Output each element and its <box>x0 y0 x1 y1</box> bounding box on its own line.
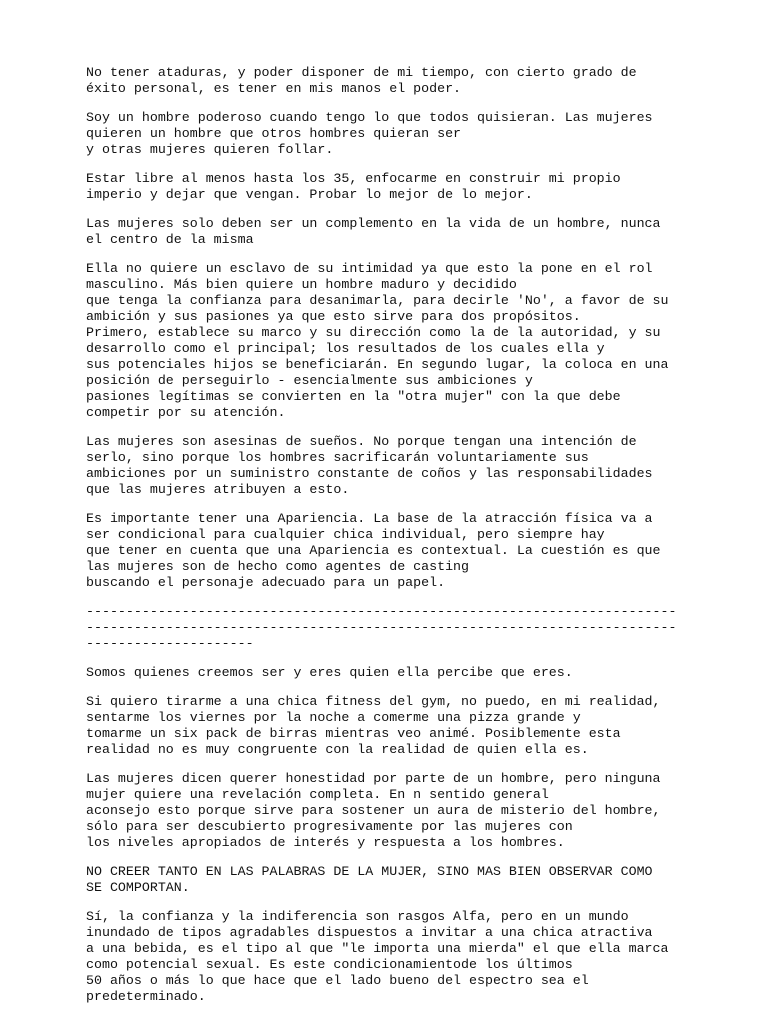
paragraph <box>86 216 676 248</box>
text-line: inundado de tipos agradables dispuestos a invitar a una chica atractiva <box>86 925 653 940</box>
text-line: las mujeres son de hecho como agentes de casting <box>86 559 470 574</box>
paragraph <box>86 694 676 758</box>
text-line: ser condicional para cualquier chica individual, pero siempre hay <box>86 527 605 542</box>
text-line: ambiciones por un suministro constante de coños y las responsabilidades <box>86 466 653 481</box>
text-line: realidad no es muy congruente con la realidad de quien ella es. <box>86 742 589 757</box>
text-line: NO CREER TANTO EN LAS PALABRAS DE LA MUJER, SINO MAS BIEN OBSERVAR COMO <box>86 864 653 879</box>
text-line: No tener ataduras, y poder disponer de mi tiempo, con cierto grado de <box>86 65 637 80</box>
text-line: Las mujeres dicen querer honestidad por parte de un hombre, pero ninguna <box>86 771 661 786</box>
text-line: los niveles apropiados de interés y respuesta a los hombres. <box>86 835 565 850</box>
paragraph <box>86 665 676 681</box>
text-line: SE COMPORTAN. <box>86 880 190 895</box>
paragraph <box>86 261 676 421</box>
text-line: imperio y dejar que vengan. Probar lo mejor de lo mejor. <box>86 187 533 202</box>
text-line: --------------------- <box>86 636 254 651</box>
text-line: quieren un hombre que otros hombres quieran ser <box>86 126 462 141</box>
text-line: pasiones legítimas se convierten en la "otra mujer" con la que debe <box>86 389 621 404</box>
text-line: desarrollo como el principal; los resultados de los cuales ella y <box>86 341 605 356</box>
paragraph <box>86 110 676 158</box>
text-line: que tener en cuenta que una Apariencia es contextual. La cuestión es que <box>86 543 661 558</box>
text-line: Las mujeres son asesinas de sueños. No porque tengan una intención de <box>86 434 637 449</box>
text-line: éxito personal, es tener en mis manos el poder. <box>86 81 462 96</box>
text-line: competir por su atención. <box>86 405 286 420</box>
paragraph <box>86 909 676 1005</box>
text-line: Ella no quiere un esclavo de su intimidad ya que esto la pone en el rol <box>86 261 653 276</box>
text-line: Estar libre al menos hasta los 35, enfocarme en construir mi propio <box>86 171 621 186</box>
text-line: buscando el personaje adecuado para un papel. <box>86 575 446 590</box>
paragraph <box>86 171 676 203</box>
paragraph <box>86 434 676 498</box>
text-line: -------------------------------------------------------------------------- <box>86 604 677 619</box>
text-line: que tenga la confianza para desanimarla, para decirle 'No', a favor de su <box>86 293 669 308</box>
text-line: predeterminado. <box>86 989 206 1004</box>
paragraph <box>86 65 676 97</box>
text-line: Si quiero tirarme a una chica fitness del gym, no puedo, en mi realidad, <box>86 694 661 709</box>
text-line: que las mujeres atribuyen a esto. <box>86 482 350 497</box>
text-line: -------------------------------------------------------------------------- <box>86 620 677 635</box>
text-line: Sí, la confianza y la indiferencia son rasgos Alfa, pero en un mundo <box>86 909 629 924</box>
text-line: serlo, sino porque los hombres sacrificarán voluntariamente sus <box>86 450 589 465</box>
document-body <box>86 65 676 1018</box>
text-line: aconsejo esto porque sirve para sostener un aura de misterio del hombre, <box>86 803 661 818</box>
text-line: y otras mujeres quieren follar. <box>86 142 334 157</box>
paragraph <box>86 771 676 851</box>
text-line: masculino. Más bien quiere un hombre maduro y decidido <box>86 277 517 292</box>
text-line: Somos quienes creemos ser y eres quien ella percibe que eres. <box>86 665 573 680</box>
text-line: a una bebida, es el tipo al que "le importa una mierda" el que ella marca <box>86 941 669 956</box>
text-line: mujer quiere una revelación completa. En n sentido general <box>86 787 549 802</box>
paragraph <box>86 864 676 896</box>
text-line: ambición y sus pasiones ya que esto sirve para dos propósitos. <box>86 309 581 324</box>
text-line: Es importante tener una Apariencia. La base de la atracción física va a <box>86 511 653 526</box>
paragraph <box>86 511 676 591</box>
text-line: posición de perseguirlo - esencialmente sus ambiciones y <box>86 373 533 388</box>
text-line: Soy un hombre poderoso cuando tengo lo que todos quisieran. Las mujeres <box>86 110 653 125</box>
text-line: Primero, establece su marco y su dirección como la de la autoridad, y su <box>86 325 661 340</box>
separator <box>86 604 676 652</box>
text-line: sentarme los viernes por la noche a comerme una pizza grande y <box>86 710 581 725</box>
text-line: como potencial sexual. Es este condicionamientode los últimos <box>86 957 573 972</box>
text-line: sólo para ser descubierto progresivamente por las mujeres con <box>86 819 573 834</box>
text-line: Las mujeres solo deben ser un complemento en la vida de un hombre, nunca <box>86 216 661 231</box>
text-line: tomarme un six pack de birras mientras veo animé. Posiblemente esta <box>86 726 621 741</box>
text-line: 50 años o más lo que hace que el lado bueno del espectro sea el <box>86 973 589 988</box>
text-line: el centro de la misma <box>86 232 254 247</box>
text-line: sus potenciales hijos se beneficiarán. En segundo lugar, la coloca en una <box>86 357 669 372</box>
